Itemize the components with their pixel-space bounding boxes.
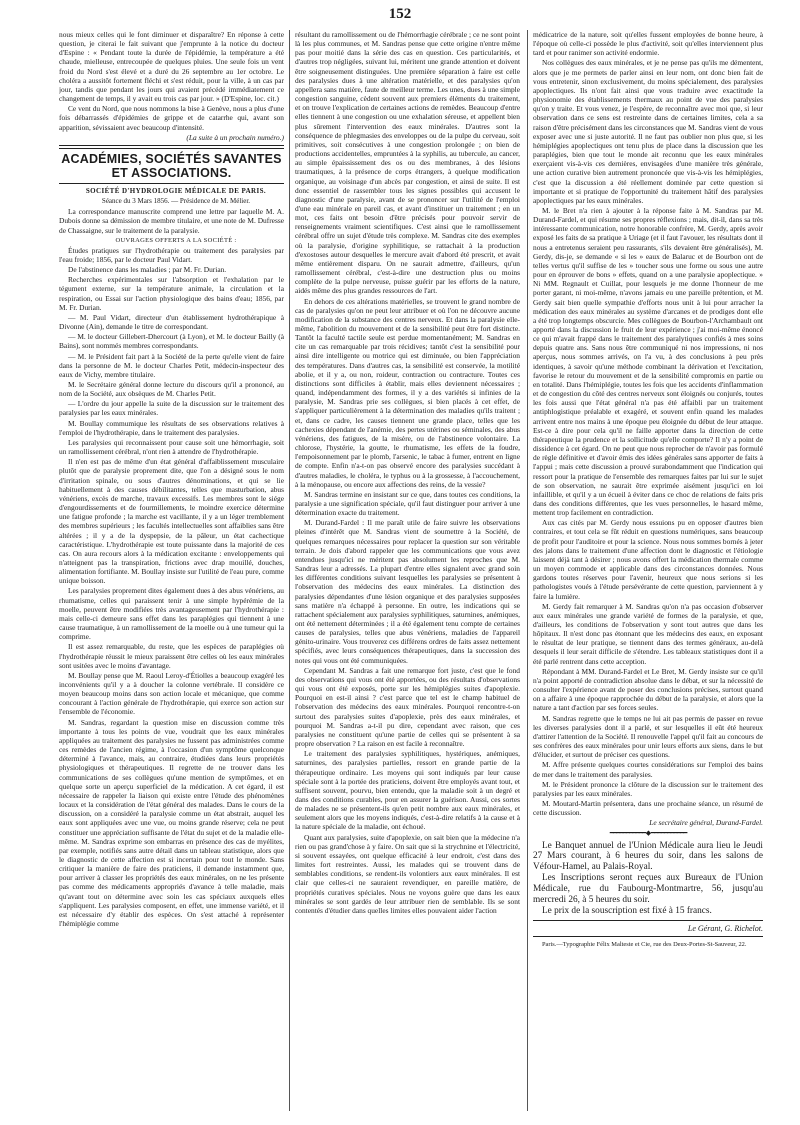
body-paragraph: M. le Secrétaire général donne lecture du discours qu'il a prononcé, au nom de la Société, aux obsèques de M. Charles Petit. (59, 380, 284, 399)
body-paragraph: — M. le docteur Gillebert-Dhercourt (à Lyon), et M. le docteur Bailly (à Bains), sont nommés membres correspondants. (59, 332, 284, 351)
section-rule (533, 936, 763, 937)
body-paragraph: La correspondance manuscrite comprend une lettre par laquelle M. A. Dubois donne sa démission de membre titulaire, et une note de M. Dufresse de Chassaigne, sur le traitement de la paralysie. (59, 207, 284, 235)
column-1 (59, 30, 284, 1119)
column-divider (289, 30, 290, 1111)
body-paragraph: M. Boullay commumique les résultats de ses observations relatives à l'emploi de l'hydrothérapie, dans le traitement des paralysies. (59, 418, 284, 437)
body-paragraph: M. Affre présente quelques courtes considérations sur l'emploi des bains de mer dans le traitement des paralysies. (533, 760, 763, 779)
body-paragraph: Ce vent du Nord, que nous nommons la bise à Genève, nous a plus d'une fois débarrassés d'épidémies de grippe et de catarrhe qui, avant son apparition, sévissaient avec beaucoup d'intensité. (59, 104, 284, 132)
body-paragraph: Les paralysies qui reconnaissent pour cause soit une hémorrhagie, soit un ramollissement cérébral, n'ont rien à attendre de l'hydrothérapie. (59, 437, 284, 457)
work-item: Recherches expérimentales sur l'absorption et l'exhalation par le tégument externe, sur la température animale, la circulation et la respiration, ou Essai sur l'action physiologique des bains d'eau; 1856, par M. Fr. Durian. (59, 275, 284, 312)
gerant-signature: Le Gérant, G. Richelot. (687, 923, 763, 933)
body-paragraph: Répondant à MM. Durand-Fardel et Le Bret, M. Gerdy insiste sur ce qu'il n'a point apporté de contradiction absolue dans le débat, et sur la nécessité de consulter l'expérience avant de poser des conclusions précises, surtout quand on a affaire à une époque rapprochée du début de la paralysie, et alors que la nature a tant d'action par ses forces seules. (533, 666, 763, 713)
session-line: Séance du 3 Mars 1856. — Présidence de M. Mélier. (101, 197, 251, 206)
announcement: Le Banquet annuel de l'Union Médicale aura lieu le Jeudi 27 Mars courant, à 6 heures du soir, dans les salons de Véfour-Hamel, au Palais-Royal. (533, 840, 763, 872)
body-paragraph: Aux cas cités par M. Gerdy nous essuions pu en opposer d'autres bien contraires, et tout cela se fût réduit en questions numériques, sans beaucoup de profit pour l'auditoire et pour la science. Nous nous sommes bornés à jeter des jalons dans le traitement d'une affection dont le diagnostic et l'étiologie laissent déjà tant à désirer ; nous avons offert la médication thermale comme un moyen commode et applicable dans des circonstances données. Nous gardons toutes réserves pour l'avenir, heureux que nous serions si les pathologistes voués à l'étude persévérante de cette question, parviennent à y faire la lumière. (533, 518, 763, 601)
work-item: De l'abstinence dans les maladies ; par M. Fr. Durian. (68, 265, 227, 275)
body-paragraph: En dehors de ces altérations matérielles, se trouvent le grand nombre de cas de paralysies qu'on ne peut leur attribuer et où l'on ne découvre aucune modification de la substance des centres nerveux. Et dans la paralysie elle-même, l'abolition du mouvement et de la sensibilité peut être fort distincte. Tantôt la faculté tactile seule est perdue momentanément; M. Sandras en cite un cas remarquable par trois récidives; tantôt c'est la sensibilité pour ainsi dire intelligente ou motrice qui est diminuée, ou bien l'appréciation des températures. Dans d'autres cas, la sensibilité est conservée, la motilité abolie, et il y a, ou non, roideur, contraction ou contracture. Toutes ces distinctions sont difficiles à établir, mais elles deviennent nécessaires ; quand, indépendamment des formes, il y a des variétés si infinies de la paralysie, M. Sandras prie ses collègues, si bien placés à cet effet, de s'appliquer particulièrement à la détermination des maladies qu'ils traitent ; et, dans ce cadre, les causes tiennent une grande place, telles que les cachexies dépendant de l'anémie, des pertes utérines ou séminales, des abus vénériens, des fatigues, de la misère, ou de l'abstinence volontaire. La chlorose, l'hystérie, la goutte, le rhumatisme, les effets de la foudre, l'empoisonnement par le plomb, l'arsenic, le tabac à fumer, entrent en ligne de compte. Enfin n'a-t-on pas observé encore des paralysies succédant à d'autres maladies, le choléra, le typhus ou à la grossesse, à l'accouchement, à la ménopause, ou encore aux affections des reins, de la vessie? (295, 296, 520, 489)
page-number: 152 (388, 6, 412, 22)
body-paragraph: M. le Président prononce la clôture de la discussion sur le traitement des paralysies par les eaux minérales. (533, 779, 763, 798)
body-paragraph: M. Sandras regrette que le temps ne lui ait pas permis de passer en revue les diverses paralysies dont il a parlé, et sur lesquelles il eût été heureux d'attirer l'attention de la Société. Il renouvelle l'appel qu'il fait au concours de ses confrères des eaux minérales pour unir leurs efforts aux siens, dans le but d'élucider, et surtout de préciser ces questions. (533, 713, 763, 760)
printer-line: Paris.—Typographie Félix Malteste et Cie, rue des Deux-Portes-St-Sauveur, 22. (542, 940, 747, 948)
body-paragraph: M. Moutard-Martin présentera, dans une prochaine séance, un résumé de cette discussion. (533, 798, 763, 818)
section-rule (59, 145, 284, 149)
works-heading: OUVRAGES OFFERTS A LA SOCIÉTÉ : (115, 236, 237, 244)
secretary-signature: Le secrétaire général, Durand-Fardel. (649, 818, 763, 828)
body-paragraph: nous mieux celles qui le font diminuer et disparaître? En réponse à cette question, je citerai le fait suivant que j'emprunte à la notice du docteur d'Espine : « Pendant toute la durée de l'épidémie, la température a été chaude, mielleuse, entrecoupée de quelques pluies. Une seule fois un vent froid du Nord s'est élevé et a duré du 26 septembre au 1er octobre. Le choléra a aussitôt fortement fléchi et s'est réduit, pour la ville, à un cas par jour, tandis que pendant les jours qui avaient précédé immédiatement ce changement de temps, il y avait eu trois cas par jour. » (D'Espine, loc. cit.) (59, 30, 284, 104)
column-2 (295, 30, 520, 1119)
body-paragraph: M. Sandras termine en insistant sur ce que, dans toutes ces conditions, la paralysie a une signification spéciale, qu'il faut distinguer pour arriver à une détermination exacte du traitement. (295, 489, 520, 518)
body-paragraph: — M. Paul Vidart, directeur d'un établissement hydrothérapique à Divonne (Ain), demande le titre de correspondant. (59, 312, 284, 332)
body-paragraph: Le traitement des paralysies syphilitiques, hystériques, anémiques, saturnines, des paralysies partielles, ressort en grande partie de la thérapeutique ordinaire. Les moyens qui sont indiqués par leur cause spéciale sont à la portée des praticiens, doivent être employés avant tout, et suffisent souvent, pourvu, bien entendu, que la maladie soit à un degré et dans des conditions curables, pour en assurer la guérison. Aussi, ces sortes de malades ne se présentent-ils qu'en petit nombre aux eaux minérales, et seulement alors que les moyens indiqués, c'est-à-dire relatifs à la cause et à la nature spéciale de la maladie, ont échoué. (295, 749, 520, 832)
announcement: Le prix de la souscription est fixé à 15 francs. (542, 906, 712, 917)
work-item: Études pratiques sur l'hydrothérapie ou traitement des paralysies par l'eau froide; 1856, par le docteur Paul Vidart. (59, 245, 284, 264)
continued-notice: (La suite à un prochain numéro.) (186, 132, 284, 142)
body-paragraph: M. Sandras, regardant la question mise en discussion comme très importante à tous les points de vue, voudrait que les eaux minérales appliquées au traitement des paralysies ne fussent pas administrées comme ces remèdes de l'ancien régime, à l'occasion d'un symptôme quelconque déterminé à l'avance, mais, au contraire, étudiées dans leurs propriétés physiologiques et thérapeutiques. Il regrette de ne trouver dans les communications de ses collègues qu'une mention de symptômes, et en quelque sorte un aperçu superficiel de la médication. A cet égard, il est nécessaire de rappeler la liaison qui existe entre l'étude des phénomènes locaux et la considération de l'état général des malades. Dans le cours de la discussion, on a considéré la paralysie comme un état abstrait, auquel les eaux sont appliquées avec une vue, ou moins grande réserve; cela ne peut constituer une appréciation suffisante de l'état du sujet et de la maladie elle-même. M. Sandras exprime son embarras en présence des cas de myélites, par exemple, notifiés sans autre détail dans un tableau statistique, alors que le diagnostic de cette affection est si incertain pour tout le monde. Sans critiquer la manière de faire des praticiens, il demande instamment que, pour arriver à classer les propriétés des eaux minérales, on ne les présente pas comme des médicaments appropriés d'avance à telle maladie, mais qu'avant tout on détermine avec soin les cas spéciaux auxquels elles s'appliquent. Les paralysies composent, en effet, une immense variété, et il est nécessaire d'y établir des espèces. On s'est attaché à représenter l'hémiplégie comme (59, 717, 284, 929)
section-rule (59, 183, 284, 184)
announcement: Les Inscriptions seront reçues aux Bureaux de l'Union Médicale, rue du Faubourg-Montmartre, 56, jusqu'au mercredi 26, à 5 heures du soir. (533, 873, 763, 905)
society-title: SOCIÉTÉ D'HYDROLOGIE MÉDICALE DE PARIS. (85, 186, 267, 195)
body-paragraph: — M. le Président fait part à la Société de la perte qu'elle vient de faire dans la personne de M. le docteur Charles Petit, médecin-inspecteur des eaux de Vichy, membre titulaire. (59, 351, 284, 379)
section-heading: ACADÉMIES, SOCIÉTÉS SAVANTES ET ASSOCIATIONS. (61, 151, 282, 180)
body-paragraph: M. Durand-Fardel : Il me paraît utile de faire suivre les observations pleines d'intérêt que M. Sandras vient de soumettre à la Société, de quelques remarques nécessaires pour replacer la question sur son véritable terrain. Je dois d'abord rappeler que les communications que vous avez entendues jusqu'ici ne méritent pas absolument les reproches que M. Sandras leur a adressés. La plupart d'entre elles signalent avec grand soin les différentes conditions suivant lesquelles les paralysies se présentent à l'observation des médecins des eaux minérales. La distinction des paralysies dépendantes d'une lésion organique et des paralysies supposées sans matière n'a échappé à personne. En outre, les indications qui se rattachent spécialement aux paralysies syphilitiques, saturnines, anémiques, ont été nettement déterminées ; il a été également tenu compte de certaines causes de paralysies, telles que abus vénériens, maladies de l'appareil génito-urinaire. Vous trouverez ces différens ordres de faits assez nettement spécifiés, avec leurs conséquences thérapeutiques, dans la succession des notes qui vous ont été communiquées. (295, 518, 520, 665)
ornament-divider: ━━━━━━━━━━━ ◆ ━━━━━━━━━━━ (609, 829, 687, 838)
body-paragraph: M. Gerdy fait remarquer à M. Sandras qu'on n'a pas occasion d'observer aux eaux minérales une grande variété de formes de la paralysie, et que, d'ailleurs, les conditions de l'observation y sont tout autres que dans les hôpitaux. Il n'est donc pas étonnant que les médecins des eaux, en exposant le résultat de leur pratique, se tiennent dans des termes généraux, au-delà desquels il leur serait difficile de s'étendre. Les tableaux statistiques dont il a été parlé rentrent dans cette acception. (533, 601, 763, 666)
body-paragraph: résultant du ramollissement ou de l'hémorrhagie cérébrale ; ce ne sont point là les plus communes, et M. Sandras pense que cette origine n'entre même pas pour moitié dans la série des cas en question. Ces particularités, et d'autres trop négligées, suivant lui, méritent une grande attention et doivent être soigneusement distinguées. Une première séparation à faire est celle des paralysies dues à une altération matérielle, et des paralysies qu'on appellera sans matière, faute de meilleur terme. Les unes, dues à une simple congestion sanguine, cèdent souvent aux premiers éléments du traitement, et on trouve l'explication de certaines actions de remèdes. Beaucoup d'entre elles tiennent à une congestion ou une exhalation séreuse, et appellent bien plus sûrement l'intervention des eaux minérales. D'autres sont la conséquence de phlegmasies des enveloppes ou de la pulpe du cerveau, soit primitives, soit consécutives à une congestion prolongée ; on bien de productions accidentelles, empruntées à la syphilis, au tubercule, au cancer, au simple épaississement des os ou des membranes, à des lésions traumatiques, à la présence de corps étrangers, à quelque modification organique, au voisinage d'un abcès par congestion, et ainsi de suite. Il est donc essentiel de rassembler tous les signes possibles qui accusent le diagnostic d'une paralysie, avant de se prononcer sur l'utilité de l'emploi d'une eau minérale en pareil cas, et avant d'instituer un traitement ; en un mot, ces faits ont besoin d'être précisés pour pouvoir servir de renseignements vraiment scientifiques. C'est ainsi que le ramollissement cérébral offre un sujet d'étude très complexe. M. Sandras cite des exemples où la paralysie, d'origine syphilitique, se rattachait à la production d'exostoses autour desquelles le mercure avait d'abord été prescrit, et avait même entièrement disparu. On ne saurait admettre, d'ailleurs, qu'un ramollissement cérébral, c'est-à-dire une destruction plus ou moins complète de la pulpe nerveuse, puisse guérir par les efforts de la nature, aidés même des plus grandes ressources de l'art. (295, 30, 520, 296)
body-paragraph: Nos collègues des eaux minérales, et je ne pense pas qu'ils me démentent, alors que je me permets de parler ainsi en leur nom, ont donc bien fait de vous entretenir, sinon exclusivement, du moins spécialement, des paralysies apoplectiques. Ils n'ont fait ainsi que vous traduire avec exactitude la physionomie des établissements thermaux au point de vue des paralysies qu'on y traite. Et vous venez, je l'espère, de reconnaître avec moi que, si leur observation dans ce sens est restreinte dans de certaines limites, cela a sa raison d'être précisément dans les circonstances que M. Sandras vient de vous exposer avec une si juste autorité. Il ne faut pas oublier non plus que, si les hémiplégies apoplectiques ont tenu plus de place dans la discussion que les paraplégies, bien que tout le monde ait reconnu que les eaux minérales exerçaient vis-à-vis ces dernières, envisagées d'une manière très générale, une action curative bien autrement prononcée que vis-à-vis les hémiplégies, c'est que la discussion a été réellement dominée par cette question si importante et si pratique de l'opportunité du traitement hâtif des paralysies apoplectiques par les eaux minérales. (533, 58, 763, 205)
body-paragraph: médicatrice de la nature, soit qu'elles fussent employées de bonne heure, à l'époque où celle-ci possède le plus d'activité, soit qu'elles interviennent plus tard et pour ranimer son activité endormie. (533, 30, 763, 58)
body-paragraph: Il est assez remarquable, du reste, que les espèces de paraplégies où l'hydrothérapie réussit le mieux paraissent être celles où les eaux minérales sont usitées avec le moins d'avantage. (59, 642, 284, 670)
column-divider (527, 30, 528, 1111)
body-paragraph: M. Boullay pense que M. Raoul Leroy-d'Étiolles a beaucoup exagéré les inconvénients qu'il y a à doucher la colonne vertébrale. Il considère ce moyen beaucoup moins dans son action locale et mécanique, que comme concourant à l'action générale de l'hydrothérapie, qui exerce son action sur l'ensemble de l'économie. (59, 670, 284, 717)
body-paragraph: M. le Bret n'a rien à ajouter à la réponse faite à M. Sandras par M. Durand-Fardel, et qui résume ses propres réflexions ; mais, dit-il, dans sa très intéressante communication, notre honorable confrère, M. Gerdy, après avoir exposé les faits de sa pratique à Uriage (et il faut l'avouer, les résultats dont il nous a entretenus seraient peu rassurants, s'ils devaient être généralisés), M. Gerdy, dis-je, se demande « si les » eaux de Balaruc et de Bourbon ont de telles vertus qu'il suffise de les » toucher sous une forme ou sous une autre pour en éprouver de bons » effets, quand on a une paralysie apoplectique. » Ni MM. Regnault et Cuillat, pour lesquels je me donne l'honneur de me porter garant, ni moi-même, n'avons jamais eu une pareille prétention, et M. Gerdy sait bien quelle sympathie d'efforts nous unit à lui pour arracher la médication des eaux minérales au système d'arcanes et de prodiges dont elle a été trop longtemps obscurcie. Mes collègues de Bourbon-l'Archambault ont apporté dans la discussion le fruit de leur expérience ; j'ai moi-même énoncé ce qui m'avait frappé dans le traitement des paralytiques confiés à mes soins depuis quatre ans. Sans nous être communiqué ni nos impressions, ni nos aperçus, nous sommes arrivés, on l'a vu, à des conclusions à peu près identiques, à savoir qu'une méthode combinant la dérivation et l'excitation, favorise le retour du mouvement et de la sensibilité compromis en partie ou en totalité. Dans l'hémiplégie, toutes les fois que les accidents d'inflammation et de congestion du côté des centres nerveux sont éloignés ou conjurés, toutes les fois aussi que l'état général n'a pas été affaibli par un traitement antiphlogistique préalable et exagéré, et souvent enfin quand les malades arrivent entre nos mains à une époque peu éloignée du début de leur attaque. Est-ce à dire pour cela qu'il ne faille apporter dans la direction de cette thérapeutique la prudence et la sollicitude qu'elle comporte? Il n'y a point de dissidence à cet égard. On ne peut que nous reprocher de n'avoir pas formulé de règle définitive et d'avoir émis des idées générales sans apporter de faits à l'appui ; mais cette discussion a prouvé surabondamment que l'indication qui ressort pour la pratique de l'ensemble des remarques faites par lui sur le sujet de son observation, ne saurait être exprimée aisément jusqu'ici en loi infaillible, et qu'il y a un écueil à éviter dans ce choc de relations de faits pris dans des conditions différentes, que les vues personnelles, le hasard même, mettent trop facilement en contradiction. (533, 205, 763, 518)
body-paragraph: Cependant M. Sandras a fait une remarque fort juste, c'est que le fond des observations qui vous ont été apportées, ou des résultats d'observations qui vous ont été exposés, porte sur les hémiplégies suites d'apoplexie. Pourquoi en est-il ainsi ? c'est parce que tel est le champ habituel de l'observation des médecins des eaux minérales. Pourquoi rencontre-t-on surtout des paralysies suites d'apoplexie, près des eaux minérales, et pourquoi M. Sandras a-t-il pu dire, cependant avec raison, que ces paralysies ne constituent qu'une partie de celles qui se présentent à sa propre observation ? La raison en est facile à reconnaître. (295, 665, 520, 749)
body-paragraph: — L'ordre du jour appelle la suite de la discussion sur le traitement des paralysies par les eaux minérales. (59, 399, 284, 418)
section-rule (533, 920, 763, 921)
column-3 (533, 30, 763, 1119)
body-paragraph: Il n'en est pas de même d'un état général d'affaiblissement musculaire plutôt que de paralysie proprement dite, que l'on a désigné sous le nom d'irritation spinale, ou sous d'autres dénominations, et qui se lie habituellement à des causes débilitantes, telles que masturbation, abus vénériens, excès de marche, travaux excessifs. Les membres sont le siége d'engourdissements et de fourmillements, le moindre exercice détermine une fatigue profonde ; la marche est vacillante, il y a un léger tremblement des membres supérieurs ; les facultés intellectuelles sont affaiblies sans être altérées ; il y a de la dyspepsie, de la pâleur, un état cachectique caractéristique. L'hydrothérapie est toute puissante dans la majorité de ces cas. On aura recours alors à la médication excitante : enveloppements qui n'atteignent pas la transpiration, frictions avec drap mouillé, douches, alimentation fortifiante. M. Boullay insiste sur l'utilité de l'eau pure, comme unique boisson. (59, 457, 284, 586)
body-paragraph: Quant aux paralysies, suite d'apoplexie, on sait bien que la médecine n'a rien ou pas grand'chose à y faire. On sait que si la strychnine et l'électricité, si souvent essayées, ont quelque efficacité à leur endroit, c'est dans des limites fort restreintes. Aussi, les malades qui se trouvent dans de semblables conditions, se rendent-ils volontiers aux eaux minérales. Il est clair que celles-ci ne sauraient revendiquer, en pareille matière, de propriétés curatives spéciales. Nous ne voyons guère que dans les eaux minérales se sont gardés de leur attribuer rien de semblable. Ils se sont contentés d'étudier dans quelles limites elles pouvaient aider l'action (295, 832, 520, 915)
body-paragraph: Les paralysies proprement dites également dues à des abus vénériens, au rhumatisme, celles qui paraissent tenir à une simple hypérémie de la moelle, peuvent être modifiées très avantageusement par l'hydrothérapie : mais celle-ci demeure sans effet dans les paraplégies qui tiennent à une cause traumatique, à un ramollissement de la moelle ou à une tumeur qui la comprime. (59, 586, 284, 642)
